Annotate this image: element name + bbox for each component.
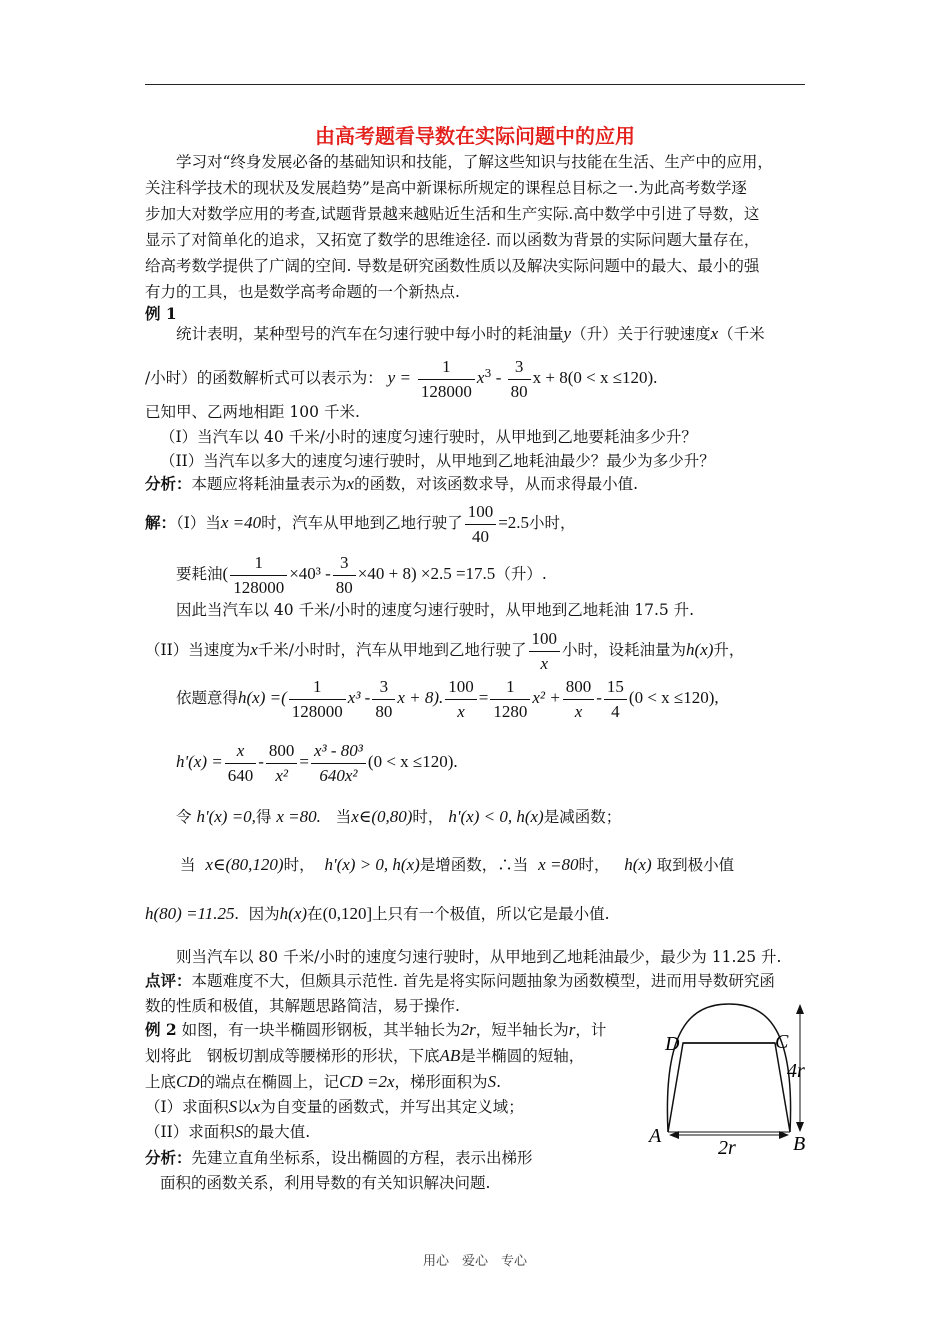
fraction-15-over-4: $\frac{15}{4}$ xyxy=(604,676,627,723)
intro-line-2: 关注科学技术的现状及发展趋势”是高中新课标所规定的课程总目标之一.为此高考数学逐 xyxy=(145,179,747,197)
fraction-1-over-1280: $\frac{1}{1280}$ xyxy=(490,676,530,723)
page-footer: 用心 爱心 专心 xyxy=(422,1254,527,1269)
height-arrow-head-bottom xyxy=(796,1122,804,1132)
intro-line-1: 学习对“终身发展必备的基础知识和技能，了解这些知识与技能在生活、生产中的应用， xyxy=(176,153,773,171)
ex1-comment-line-1: 点评：本题难度不大，但颇具示范性. 首先是将实际问题抽象为函数模型，进而用导数研究函 xyxy=(145,971,775,990)
fraction-800-over-x2: $\frac{800}{\text{x²}}$ xyxy=(266,740,298,787)
half-ellipse-trapezoid-figure xyxy=(645,1000,815,1160)
ex1-comment-line-2: 数的性质和极值，其解题思路简洁，易于操作. xyxy=(145,997,460,1015)
ex1-increasing: 当 x∈(80,120)时， h'(x) > 0, h(x)是增函数，∴当 x =80时， h(x) 取到极小值 xyxy=(180,855,735,874)
example-1-label: 例 1 xyxy=(145,304,177,323)
ex1-question-1: （I）当汽车以 40 千米/小时的速度匀速行驶时，从甲地到乙地要耗油多少升？ xyxy=(160,428,697,446)
fraction-1-over-128000-c: $\frac{1}{128000}$ xyxy=(289,676,346,723)
ex2-question-2: （II）求面积S的最大值. xyxy=(145,1122,311,1141)
ex1-hx-definition: 依题意得h(x) =( $\frac{1}{128000}$ x³ - $\frac{3}{80}$ x + 8). $\frac{100}{x}$ = $\frac{1}{1280}$ x² + $\frac{800}{x}$ - $\frac{15}{4}$ (0 < x ≤120), xyxy=(176,676,719,721)
ex1-solution-result-1: 因此当汽车以 40 千米/小时的速度匀速行驶时，从甲地到乙地耗油 17.5 升. xyxy=(176,601,695,619)
fraction-x3-80-3-over-640x2: $\frac{\text{x³ - 80³}}{\text{640x²}}$ xyxy=(311,740,366,787)
ex1-derivative: h'(x) = $\frac{x}{640}$ - $\frac{800}{\text{x²}}$ = $\frac{\text{x³ - 80³}}{\text{640x²}}$ (0 < x ≤120). xyxy=(176,740,458,785)
fraction-1-over-128000-b: $\frac{1}{128000}$ xyxy=(230,552,287,599)
intro-line-5: 给高考数学提供了广阔的空间. 导数是研究函数性质以及解决实际问题中的最大、最小的强 xyxy=(145,257,760,275)
ex1-solution-fuel: 要耗油( $\frac{1}{128000}$ ×40³ - $\frac{3}{80}$ ×40 + 8) ×2.5 =17.5（升）. xyxy=(176,552,547,597)
label-a: A xyxy=(649,1125,662,1147)
ex1-statement-line-1: 统计表明，某种型号的汽车在匀速行驶中每小时的耗油量y（升）关于行驶速度x（千米 xyxy=(176,324,765,343)
intro-line-4: 显示了对简单化的追求，又拓宽了数学的思维途径. 而以函数为背景的实际问题大量存在， xyxy=(145,231,760,249)
page-title: 由高考题看导数在实际问题中的应用 xyxy=(315,124,635,148)
intro-line-6: 有力的工具，也是数学高考命题的一个新热点. xyxy=(145,283,460,301)
fraction-100-over-x: $\frac{100}{x}$ xyxy=(529,628,561,675)
height-arrow-head-top xyxy=(796,1004,804,1014)
fraction-800-over-x: $\frac{800}{x}$ xyxy=(563,676,595,723)
ex1-solution-2-setup: （II）当速度为x千米/小时时，汽车从甲地到乙地行驶了 $\frac{100}{x}$ 小时，设耗油量为h(x)升， xyxy=(145,628,745,673)
header-rule xyxy=(145,84,805,85)
label-d: D xyxy=(665,1033,680,1055)
ex1-formula-line: /小时）的函数解析式可以表示为： y = $\frac{1}{128000}$ $x^3$ - $\frac{3}{80}$ x + 8(0 < x ≤120). xyxy=(145,356,658,401)
trapezoid-shape xyxy=(668,1043,790,1132)
ex2-line-2: 划将此 钢板切割成等腰梯形的形状，下底AB是半椭圆的短轴， xyxy=(145,1046,585,1065)
fraction-3-over-80: $\frac{3}{80}$ xyxy=(508,356,531,403)
label-c: C xyxy=(775,1031,789,1053)
ex1-distance: 已知甲、乙两地相距 100 千米. xyxy=(145,403,360,421)
ex2-line-1: 例 2 如图，有一块半椭圆形钢板，其半轴长为2r，短半轴长为r，计 xyxy=(145,1020,607,1039)
ex2-line-3: 上底CD的端点在椭圆上，记CD =2x，梯形面积为S. xyxy=(145,1072,501,1091)
fraction-100-over-40: $\frac{100}{40}$ xyxy=(465,501,497,548)
ex2-analysis-line-1: 分析：先建立直角坐标系，设出椭圆的方程，表示出梯形 xyxy=(145,1148,533,1167)
intro-line-3: 步加大对数学应用的考查,试题背景越来越贴近生活和生产实际.高中数学中引进了导数，这 xyxy=(145,205,760,223)
ex1-solution-1: 解：（I）当x =40时，汽车从甲地到乙地行驶了 $\frac{100}{40}$ =2.5小时， xyxy=(145,501,576,546)
ex2-analysis-line-2: 面积的函数关系，利用导数的有关知识解决问题. xyxy=(160,1174,491,1192)
label-2r: 2r xyxy=(718,1137,736,1159)
fraction-1-over-128000: $\frac{1}{128000}$ xyxy=(418,356,475,403)
ex2-question-1: （I）求面积S以x为自变量的函数式，并写出其定义域； xyxy=(145,1097,524,1116)
fraction-100-over-x-b: $\frac{100}{x}$ xyxy=(445,676,477,723)
fraction-x-over-640: $\frac{x}{640}$ xyxy=(225,740,257,787)
ex1-analysis: 分析：本题应将耗油量表示为x的函数，对该函数求导，从而求得最小值. xyxy=(145,474,639,493)
ex1-question-2: （II）当汽车以多大的速度匀速行驶时，从甲地到乙地耗油最少？最少为多少升？ xyxy=(160,452,715,470)
ex1-minimum: h(80) =11.25. 因为h(x)在(0,120]上只有一个极值，所以它是最小值. xyxy=(145,904,610,923)
half-ellipse-arc xyxy=(667,1004,790,1132)
label-b: B xyxy=(793,1133,806,1155)
ex1-conclusion: 则当汽车以 80 千米/小时的速度匀速行驶时，从甲地到乙地耗油最少，最少为 11.25 升. xyxy=(176,948,782,966)
fraction-3-over-80-c: $\frac{3}{80}$ xyxy=(372,676,395,723)
label-4r: 4r xyxy=(787,1060,805,1082)
fraction-3-over-80-b: $\frac{3}{80}$ xyxy=(333,552,356,599)
ex1-critical-point: 令 h'(x) =0,得 x =80. 当x∈(0,80)时， h'(x) < 0, h(x)是减函数； xyxy=(176,807,622,826)
